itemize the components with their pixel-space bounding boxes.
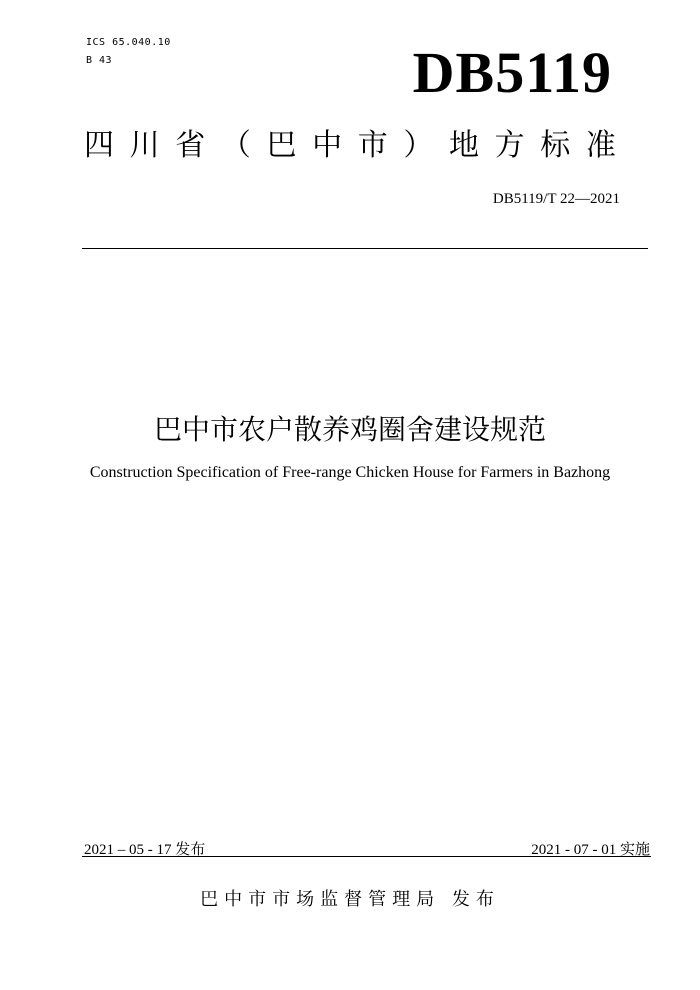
standard-type-char: 川 <box>129 128 160 163</box>
standard-type-char: 标 <box>540 128 571 163</box>
ics-code: ICS 65.040.10 <box>86 37 171 48</box>
document-title-english: Construction Specification of Free-range Chicken House for Farmers in Bazhong <box>89 464 611 481</box>
footer-divider <box>82 856 651 857</box>
ccs-code: B 43 <box>86 55 113 66</box>
standard-type-char: 准 <box>585 128 616 163</box>
standard-number: DB5119/T 22—2021 <box>492 191 620 207</box>
document-title-chinese: 巴中市农户散养鸡圈舍建设规范 <box>153 413 546 446</box>
standard-type-heading <box>84 128 616 164</box>
standard-type-char: 四 <box>84 128 114 163</box>
standard-type-char: 地 <box>449 128 479 163</box>
standard-type-char: 省 <box>175 128 206 163</box>
header-divider <box>82 248 648 249</box>
standard-type-char: ） <box>403 128 434 163</box>
standard-type-char: 中 <box>312 128 343 163</box>
standard-type-char: 方 <box>494 128 525 163</box>
standard-type-char: （ <box>220 128 251 163</box>
issue-date: 2021 – 05 - 17 发布 <box>84 842 206 858</box>
standard-type-char: 巴 <box>266 128 297 163</box>
implementation-date: 2021 - 07 - 01 实施 <box>531 842 650 858</box>
publisher: 巴中市市场监督管理局 发布 <box>200 889 500 910</box>
standard-type-char: 市 <box>357 128 388 163</box>
standard-code-large: DB5119 <box>412 40 612 105</box>
